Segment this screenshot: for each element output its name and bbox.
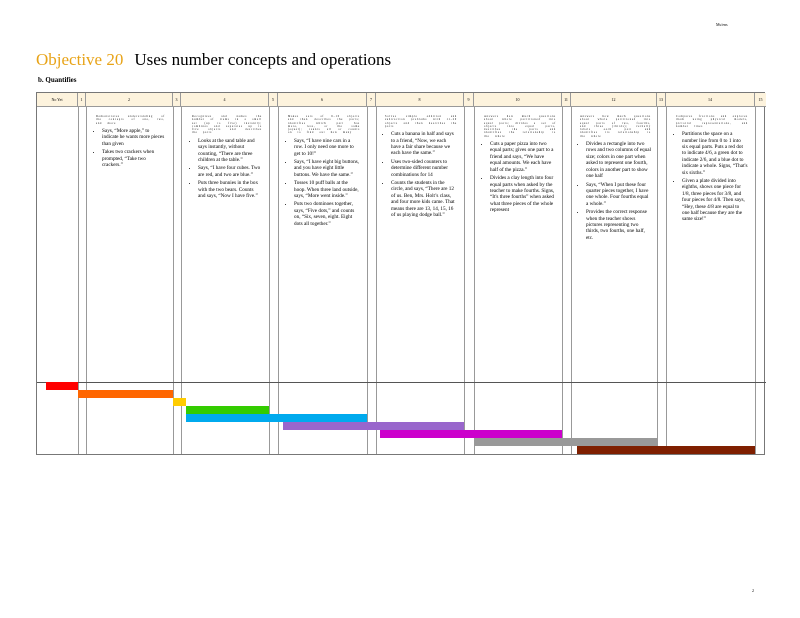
column-divider xyxy=(464,107,465,454)
example-item: • Says, “When I put these four quarter pieces together, I have one whole. Four fourths equal a whole.” xyxy=(586,182,651,208)
corner-label: Ms/ens xyxy=(716,22,728,27)
column-divider xyxy=(278,107,279,454)
band-bar-yellow xyxy=(173,398,186,406)
example-item: • Provides the correct response when the teacher shows pictures representing two thirds, two fourths, one half, etc. xyxy=(586,209,651,241)
column-14 xyxy=(676,115,748,225)
band-bar-green xyxy=(186,406,269,414)
column-divider xyxy=(562,107,563,454)
band-bar-magenta xyxy=(380,430,562,438)
column-divider xyxy=(86,107,87,454)
example-item: • Puts three bunnies in the box with the two bears. Counts and says, “Now I have five.” xyxy=(198,180,262,199)
column-10 xyxy=(484,115,556,216)
header-cell-15: 15 xyxy=(755,93,766,107)
example-item: • Given a plate divided into eighths, shows one piece for 1/8, three pieces for 3/8, and four pieces for 4/8. Then says, “Hey, these 4/8 are equal to one half because they are the same size!” xyxy=(682,178,748,223)
column-divider xyxy=(367,107,368,454)
column-intro: Solves simple addition and subtraction problems with 11–20 objects and then describes the parts xyxy=(385,115,457,128)
example-item: • Partitions the space on a number line from 0 to 1 into six equal parts. Puts a red dot to indicate 4/6, a green dot to indicate 2/6, and a blue dot to indicate a whole. Signs, “That's six sixths.” xyxy=(682,131,748,176)
example-item: • Tosses 10 puff balls at the hoop. When three land outside, says, “More went inside.” xyxy=(294,180,360,199)
example-item: • Says, “I have nine cars in a row. I only need one more to get to 10!” xyxy=(294,138,360,157)
example-item: • Says, “I have four cubes. Two are red, and two are blue.” xyxy=(198,165,262,178)
column-divider xyxy=(571,107,572,454)
example-item: • Divides a clay length into four equal parts when asked by the teacher to make fourths. Signs, “It's three fourths” when asked what three pieces of the whole represent xyxy=(490,175,556,213)
column-divider xyxy=(78,107,79,454)
header-cell-1: 1 xyxy=(78,93,86,107)
section-subtitle: b. Quantifies xyxy=(38,76,77,84)
header-cell-6: 6 xyxy=(278,93,367,107)
column-12 xyxy=(580,115,651,243)
column-intro: Recognizes and names the number of items in a small set (up to five) instantly; combines and separates up to five objects and describes the parts xyxy=(192,115,262,135)
header-cell-7: 7 xyxy=(367,93,376,107)
column-intro: Answers how much questions about whole partitioned into equal parts of two, fourths, and three (thirds); verbally labels each part and identifies its relationship to the whole xyxy=(580,115,651,138)
page-title xyxy=(36,50,391,70)
column-divider xyxy=(657,107,658,454)
band-bar-red xyxy=(46,382,78,390)
example-item: • Cuts a banana in half and says to a friend, “Now, we each have a fair share because we each have the same.” xyxy=(391,131,457,157)
column-divider xyxy=(376,107,377,454)
header-cell-10: 10 xyxy=(474,93,562,107)
example-item: • Counts the students in the circle, and says, “There are 12 of us. Ben, Mrs. Holt’s class, and four more kids came. That means there are 13, 14, 15, 16 of us playing dodge ball.” xyxy=(391,180,457,218)
example-item: • Uses two-sided counters to determine different number combinations for 14 xyxy=(391,159,457,178)
column-intro: Compares fractions and explores them using physical models, pictorial representations, and number lines xyxy=(676,115,748,128)
example-item: • Divides a rectangle into two rows and two columns of equal size; colors in one part when asked to represent one fourth, colors in another part to show one half xyxy=(586,141,651,179)
objective-title: Uses number concepts and operations xyxy=(134,50,392,69)
page-number: 2 xyxy=(752,588,754,593)
example-item: • Says, “More apple,” to indicate he wants more pieces than given xyxy=(102,128,165,147)
column-intro: Makes sets of 6–10 objects and then describes the parts; identifies which part has more, less, or the same (equal); counts all or counts on to find out how many xyxy=(288,115,360,135)
header-cell-13: 13 xyxy=(657,93,666,107)
example-item: • Puts two dominoes together, says, “Five dots,” and counts on, “Six, seven, eight. Eight dots all together.” xyxy=(294,201,360,227)
column-6 xyxy=(288,115,360,229)
example-item: • Cuts a paper pizza into two equal parts; gives one part to a friend and says, “We have equal amounts. We each have half of the pizza.” xyxy=(490,141,556,173)
header-cell-14: 14 xyxy=(666,93,755,107)
progression-table xyxy=(36,92,765,455)
band-bar-purple xyxy=(283,422,464,430)
column-divider xyxy=(666,107,667,454)
header-cell-3: 3 xyxy=(173,93,181,107)
header-cell-2: 2 xyxy=(86,93,173,107)
column-divider xyxy=(755,107,756,454)
header-cell-not-yet: No Yet xyxy=(37,93,78,107)
header-cell-5: 5 xyxy=(269,93,278,107)
example-item: • Says, “I have eight big buttons, and you have eight little buttons. We have the same.” xyxy=(294,159,360,178)
objective-label: Objective 20 xyxy=(36,50,124,69)
column-divider xyxy=(474,107,475,454)
example-item: • Looks at the sand table and says instantly, without counting, “There are three children at the table.” xyxy=(198,138,262,164)
example-item: • Takes two crackers when prompted, “Take two crackers.” xyxy=(102,149,165,168)
column-4 xyxy=(192,115,262,201)
band-bar-gray xyxy=(474,438,657,446)
column-intro: Demonstrates understanding of the concepts of one, two, and more xyxy=(96,115,165,125)
header-cell-9: 9 xyxy=(464,93,474,107)
column-divider xyxy=(269,107,270,454)
header-cell-8: 8 xyxy=(376,93,464,107)
header-cell-12: 12 xyxy=(571,93,657,107)
band-bar-blue xyxy=(186,414,367,422)
band-bar-brown xyxy=(577,446,755,454)
band-divider xyxy=(37,382,766,383)
band-bar-orange xyxy=(78,390,173,398)
column-8 xyxy=(385,115,457,220)
column-2 xyxy=(96,115,165,170)
column-intro: Answers how much questions about whole partitioned into equal parts; divides a set of objects into equal parts, describes the parts and identifies the relationship to the whole xyxy=(484,115,556,138)
header-cell-4: 4 xyxy=(181,93,269,107)
header-cell-11: 11 xyxy=(562,93,571,107)
